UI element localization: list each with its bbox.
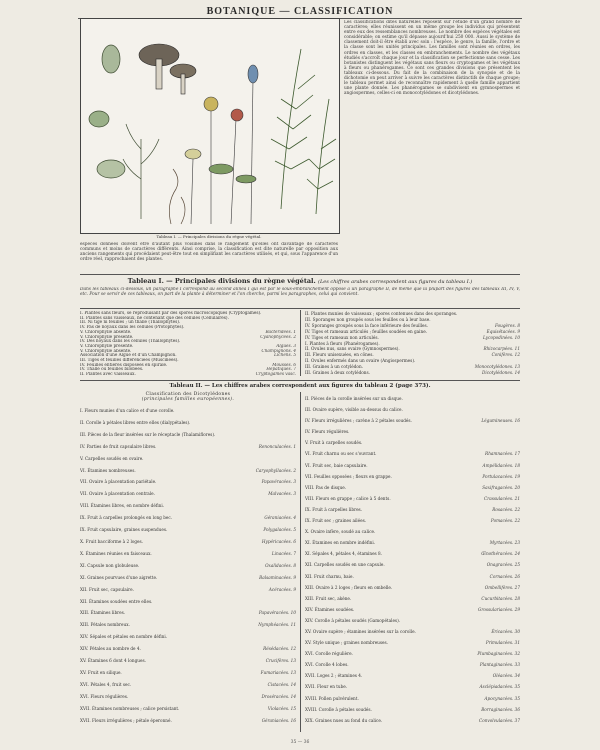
entry-family: Éricacées. 30 <box>491 628 520 634</box>
entry-family: Malvacées. 3 <box>268 491 296 497</box>
table-entry <box>305 526 520 537</box>
entry-family <box>516 526 520 537</box>
entry-family: Fougères. 8 <box>494 322 520 328</box>
entry-text: V. Chlorophylle présente. <box>80 343 134 348</box>
table-entry <box>305 559 520 570</box>
entry-text: I. Plantes sans fleurs, se reproduisant par des spores microscopiques (Cryptogames). <box>80 311 262 315</box>
entry-text: XV. Étamines 6 dont 4 longues. <box>80 658 146 664</box>
table-entry <box>305 681 520 692</box>
entry-text: XIV. Étamines soudées. <box>305 606 355 612</box>
entry-family: Portulacacées. 19 <box>482 473 520 479</box>
entry-text: IV. Fleurs irrégulières ; carène à 2 pétales soudés. <box>305 418 412 424</box>
entry-text: XII. Fruit charnu, baie. <box>305 573 354 579</box>
table2-subtitle: Classification des Dicotylédones <box>145 392 231 397</box>
table1-title: Tableau I. — Principales divisions du règne végétal. <box>127 277 316 285</box>
entry-family: Crucifères. 13 <box>265 658 296 664</box>
entry-family: Rhamnacées. 17 <box>485 451 520 457</box>
entry-family <box>292 453 296 465</box>
table-entry <box>80 655 296 667</box>
table1-heading <box>80 277 520 285</box>
entry-text: XI. Capsule non globuleuse. <box>80 562 140 568</box>
entry-family: Hypéricacées. 6 <box>261 538 296 544</box>
entry-family: Rhizocarpées. 11 <box>483 346 520 352</box>
entry-family: Renonculacées. 1 <box>258 443 296 449</box>
table-entry <box>80 465 296 477</box>
table-entry <box>80 560 296 572</box>
entry-text: IV. Thalle ou feuilles bilobées. <box>80 367 144 372</box>
entry-text: XIV. Corolle à pétales soudés (Gamopétales). <box>305 617 401 623</box>
table-entry <box>80 524 296 536</box>
entry-family: Linacées. 7 <box>271 550 296 556</box>
entry-text: XV. Ovaire supère ; étamines insérées sur la corolle. <box>305 628 416 634</box>
page-folio: 35 — 36 <box>290 740 310 745</box>
table-entry <box>80 548 296 560</box>
entry-text: V. Chlorophylle absente. <box>80 348 132 353</box>
table-entry <box>305 448 520 459</box>
entry-text: XIII. Pétales nombreux. <box>80 622 130 628</box>
entry-text: XI. Sépales 4, pétales 4, étamines 8. <box>305 551 383 557</box>
entry-text: VIII. Étamines libres, en nombre défini. <box>80 503 165 509</box>
table-entry <box>305 493 520 504</box>
table1-bottom-rule <box>80 380 520 381</box>
table-entry <box>80 488 296 500</box>
table1-column-divider <box>300 310 301 376</box>
entry-text: IV. Tiges et rameaux non articulés. <box>305 334 379 340</box>
entry-text: XVII. Étamines nombreuses ; calice persistant. <box>80 705 180 711</box>
table2-left-header <box>80 392 296 402</box>
intro-right-column: Les classifications dites naturelles reposent sur l'étude d'un grand nombre de caractères; elles réunissent en un même groupe les individus qui présentent entre eux des ressemblances nombreuses. Le nombre des espèces végétales est considérable; on estime qu'il dépasse aujourd'hui 250 000. Aussi le système de classement doit-il être établi avec soin : l'espèce, le genre, la famille, l'ordre et la classe sont les unités principales. Les familles sont réunies en ordres, les ordres en classes, et les classes en embranchements. Le nombre des végétaux étudiés s'accroît chaque jour et la classification se perfectionne sans cesse. Les botanistes distinguent les végétaux sans fleurs ou cryptogames et les végétaux à fleurs ou phanérogames. Ce sont ces grandes divisions que présentent les tableaux ci-dessous. Du fait de la combinaison de la synopsie et de la dichotomie on peut arriver à suivre les caractères distinctifs de chaque groupe; le tableau permet ainsi de reconnaître rapidement à quelle famille appartient une plante donnée. Les phanérogames se subdivisent en gymnospermes et angiospermes, celles-ci en monocotylédones et dicotylédones. <box>344 20 520 97</box>
table2-left-list <box>80 405 296 726</box>
entry-text: XIX. Graines nues au fond du calice. <box>305 717 383 723</box>
entry-family: Bactéridées. 1 <box>265 329 296 334</box>
entry-family: Hépatiques. 7 <box>266 367 296 372</box>
entry-family: Cucurbitacées. 28 <box>481 595 520 601</box>
table1-top-rule <box>80 308 520 309</box>
entry-text: XII. Carpelles soudés en une capsule. <box>305 562 385 568</box>
entry-text: XII. Fruit sec, capsulaire. <box>80 586 134 592</box>
table-entry <box>305 393 520 404</box>
table2-title: Tableau II. — Les chiffres arabes correspondent aux figures du tableau 2 (page 373). <box>169 383 431 389</box>
entry-text: III. Sporanges non groupés sous les feuilles ou à leur base. <box>305 316 431 322</box>
entry-family: Papavéracées. 10 <box>258 610 296 616</box>
table-entry <box>305 582 520 593</box>
entry-text: XVI. Pétales 4, fruit sec. <box>80 681 132 687</box>
table-entry <box>80 607 296 619</box>
table-entry <box>80 536 296 548</box>
entry-text: XVIII. Pollen pulvérulent. <box>305 695 359 701</box>
entry-text: I. Fleurs munies d'un calice et d'une corolle. <box>80 408 175 413</box>
entry-family: Cistacées. 14 <box>267 681 296 687</box>
entry-family: Pomacées. 22 <box>490 518 520 524</box>
entry-text: II. Plantes munies de vaisseaux ; spores contenues dans des sporanges. <box>305 311 458 316</box>
entry-text: XVI. Corolle 4 lobes. <box>305 662 349 668</box>
entry-text: XIII. Ovaire à 2 loges ; fleurs en ombelle. <box>305 584 393 590</box>
entry-text: V. Carpelles soudés en ovaire. <box>80 455 144 461</box>
entry-family: Oxalidacées. 8 <box>265 562 296 568</box>
entry-text: VI. Fruit charnu ou sec s'ouvrant. <box>305 451 377 457</box>
entry-text: XVII. Fleurs irrégulières ; pétale éperonné. <box>80 717 172 723</box>
table-entry <box>305 471 520 482</box>
entry-family: Champignons. 4 <box>261 348 296 353</box>
entry-text: III. Tiges et feuilles différenciées (Muscinées). <box>80 358 179 363</box>
entry-text: XVI. Corolle régulière. <box>305 651 353 657</box>
entry-family <box>516 404 520 415</box>
entry-family: Résédacées. 12 <box>263 646 296 652</box>
table-entry <box>305 404 520 415</box>
entry-text: X. Étamines réunies en faisceaux. <box>80 550 152 556</box>
table-entry <box>305 426 520 437</box>
entry-family: Monocotylédones. 13 <box>474 364 520 370</box>
table-entry <box>305 515 520 526</box>
entry-family: Crassulacées. 21 <box>484 495 520 501</box>
entry-text: III. Ovaire supère, visible au-dessus du calice. <box>305 407 403 413</box>
entry-family: Lycopodinées. 10 <box>483 334 520 340</box>
entry-text: VII. Feuilles opposées ; fleurs en grappe. <box>305 473 392 479</box>
entry-text: III. Graines à un cotylédon. <box>305 364 363 370</box>
entry-family: Fumariacées. 13 <box>260 669 296 675</box>
entry-text: IV. Parties de fruit capsulaire libres. <box>80 443 157 449</box>
table-entry <box>80 572 296 584</box>
entry-family: Apocynacées. 35 <box>484 695 520 701</box>
table-entry <box>305 415 520 426</box>
table-entry <box>305 715 520 726</box>
entry-family <box>292 429 296 441</box>
table-entry <box>305 482 520 493</box>
entry-text: VIII. Fleurs en grappe ; calice à 5 dents. <box>305 495 391 501</box>
entry-text: XII. Étamines soudées entre elles. <box>80 598 153 604</box>
entry-family: Primulacées. 31 <box>485 640 520 646</box>
entry-text: V. Chlorophylle absente. <box>80 329 132 334</box>
table-entry <box>305 670 520 681</box>
entry-text: XV. Style unique ; graines nombreuses. <box>305 640 388 646</box>
table-entry <box>305 626 520 637</box>
entry-text: V. Fruit à carpelles soudés. <box>305 440 363 446</box>
entry-text: III. Fleurs unisexuées, en cônes. <box>305 352 374 358</box>
entry-text: X. Ovaire infère, soudé au calice. <box>305 529 376 535</box>
table-entry <box>305 593 520 604</box>
entry-text: II. Corolle à pétales libres entre elles (dialypétales). <box>80 419 191 425</box>
entry-family <box>292 596 296 608</box>
table-entry <box>80 596 296 608</box>
table1-right-list <box>305 311 520 376</box>
table-entry <box>80 584 296 596</box>
entry-family: Équisétacées. 9 <box>486 328 520 334</box>
entry-text: XV. Fruit en silique. <box>80 669 122 675</box>
entry-text: IX. Fruit sec ; graines ailées. <box>305 518 367 524</box>
table-entry <box>80 691 296 703</box>
entry-family: Géraniacées. 4 <box>264 515 296 521</box>
entry-family <box>292 631 296 643</box>
table-entry <box>80 703 296 715</box>
entry-family: Mousses. 6 <box>272 362 296 367</box>
entry-family: Acéracées. 9 <box>268 586 296 592</box>
table-entry <box>80 476 296 488</box>
entry-family: Lichens. 5 <box>274 353 296 358</box>
table-entry <box>80 429 296 441</box>
entry-text: XIII. Fruit sec, akène. <box>305 595 352 601</box>
entry-family: Oléacées. 34 <box>492 673 520 679</box>
table-entry <box>80 500 296 512</box>
entry-text: XI. Graines pourvues d'une aigrette. <box>80 574 158 580</box>
entry-family: Algues. 3 <box>276 343 296 348</box>
entry-text: VII. Ovaire à placentation centrale. <box>80 491 155 497</box>
entry-text: IX. Fruit à carpelles libres. <box>305 506 363 512</box>
table2-right-list <box>305 393 520 726</box>
section-rule <box>80 274 520 275</box>
entry-text: III. Pièces de la fleur insérées sur le réceptacle (Thalamiflores). <box>80 431 216 437</box>
page-title: BOTANIQUE — CLASSIFICATION <box>206 6 394 17</box>
entry-text: IV. Tiges et rameaux articulés ; feuilles soudées en gaine. <box>305 328 428 334</box>
entry-family: Asclépiadacées. 35 <box>479 684 520 690</box>
entry-family: Rosacées. 22 <box>492 506 520 512</box>
table-entry <box>305 370 520 376</box>
entry-text: V. Chlorophylle présente. <box>80 334 134 339</box>
table-entry <box>80 619 296 631</box>
entry-family: Nymphéacées. 11 <box>258 622 296 628</box>
entry-text: X. Fruit bacciforme à 2 loges. <box>80 538 143 544</box>
table-entry <box>80 372 296 377</box>
entry-text: Association d'une Algue et d'un Champignon. <box>80 353 177 358</box>
entry-family <box>516 426 520 437</box>
entry-family <box>292 417 296 429</box>
entry-family: Dicotylédones. 14 <box>482 370 520 376</box>
table-entry <box>305 571 520 582</box>
table-entry <box>80 715 296 727</box>
entry-text: XI. Étamines en nombre indéfini. <box>305 540 376 546</box>
entry-family: Ombellifères. 27 <box>484 584 520 590</box>
table1-title-note: (Les chiffres arabes correspondent aux figures du tableau I.) <box>318 279 473 285</box>
entry-text: IV. Feuilles entières disposées en spirale. <box>80 362 168 367</box>
entry-family: Caryophyllacées. 2 <box>255 467 296 473</box>
table-entry <box>80 667 296 679</box>
entry-family: Plumbaginacées. 32 <box>477 651 520 657</box>
entry-family <box>292 405 296 417</box>
entry-family: Conifères. 12 <box>491 352 520 358</box>
entry-family: Cornacées. 26 <box>489 573 520 579</box>
entry-text: XVIII. Corolle à pétales soudés. <box>305 706 372 712</box>
entry-family: Œnothéracées. 24 <box>481 551 520 557</box>
table1-left-list <box>80 311 296 377</box>
table-entry <box>80 643 296 655</box>
table1-intro: Dans les tableaux ci-dessous, un paragraphe I correspond au second alinéa I qui est par le sous-embranchement opposé à un paragraphe II, de même que la plupart des figures des tableaux III, IV, V, etc. Pour se servir de ces tableaux, on part de la plante à déterminer et l'on cherche, parmi les paragraphes, celui qui convient. <box>80 287 520 298</box>
table-entry <box>305 637 520 648</box>
table-entry <box>305 704 520 715</box>
entry-family: Plantaginacées. 33 <box>479 662 520 668</box>
plant-illustration-plate <box>80 18 340 234</box>
table-entry <box>305 548 520 559</box>
entry-text: XVI. Fleurs régulières. <box>80 693 129 699</box>
entry-text: II. Pièces de la corolle insérées sur un disque. <box>305 396 403 401</box>
table-entry <box>305 460 520 471</box>
entry-family: Géraniacées. 16 <box>261 717 296 723</box>
entry-family: Balsaminacées. 9 <box>259 574 296 580</box>
entry-family: Saxifragacées. 20 <box>482 484 520 490</box>
table-entry <box>305 437 520 448</box>
entry-text: III. Ni tige ni feuilles ; un thalle (Thallophytes). <box>80 320 181 325</box>
entry-text: VIII. Pas de disque. <box>305 484 347 490</box>
entry-family <box>516 437 520 448</box>
table2-column-divider <box>300 392 301 732</box>
entry-family: Onagracées. 25 <box>486 562 520 568</box>
table-entry <box>80 441 296 453</box>
entry-text: II. Ovules enfermés dans un ovaire (Angiospermes). <box>305 358 416 364</box>
entry-text: II. Plantes sans vaisseaux, ne contenant que des cellules (Cellulaires). <box>80 315 229 320</box>
entry-family: Grossulariacées. 29 <box>478 606 520 612</box>
table2-subtitle-note: (principales familles européennes). <box>141 397 235 402</box>
table-entry <box>305 504 520 515</box>
entry-text: IX. Fruit à carpelles prolongés en long bec. <box>80 515 173 521</box>
table-entry <box>305 604 520 615</box>
entry-family <box>292 500 296 512</box>
entry-family: Ampélidacées. 18 <box>482 462 520 468</box>
figure-caption: Tableau I. — Principales divisions du règne végétal. <box>156 234 262 239</box>
table-entry <box>80 405 296 417</box>
entry-text: XIV. Sépales et pétales en nombre défini. <box>80 634 168 640</box>
entry-family: Cyanophycées. 2 <box>260 334 296 339</box>
entry-text: VII. Ovaire à placentation pariétale. <box>80 479 157 485</box>
table-entry <box>80 631 296 643</box>
entry-family: Droséracées. 14 <box>261 693 296 699</box>
entry-text: XVII. Fleur en tube. <box>305 684 348 690</box>
entry-text: VI. Fruit sec, baie capsulaire. <box>305 462 368 468</box>
entry-family: Myrtacées. 23 <box>489 540 520 546</box>
plant-illustration-svg <box>81 19 339 233</box>
entry-text: IV. Pas de noyaux dans les cellules (Protophytes). <box>80 325 185 330</box>
entry-text: IV. Sporanges groupés sous la face inférieure des feuilles. <box>305 322 428 328</box>
table-entry <box>305 537 520 548</box>
entry-text: IX. Fruit capsulaire, graines suspendues. <box>80 527 168 533</box>
entry-family <box>516 615 520 626</box>
intro-left-bottom: espèces données doivent être d'autant plus voisines dans le rangement qu'elles ont davantage de caractères communs et moins de caractères différents. Ainsi comprise, la classification est dite naturelle par opposition aux anciens rangements qui procédaient peut-être tout en simplifiant les caractères utilisés, et qui, sous l'apparence d'un ordre réel, rapprochaient des plantes. <box>80 242 338 263</box>
entry-family: Violacées. 15 <box>267 705 296 711</box>
entry-text: I. Plantes à fleurs (Phanérogames). <box>305 340 380 346</box>
entry-family: Légumineuses. 16 <box>481 418 520 424</box>
entry-family <box>516 393 520 404</box>
entry-family: Borraginacées. 36 <box>481 706 520 712</box>
entry-family: Cryptogames vasc. <box>255 372 296 377</box>
entry-text: II. Ovules nus, sans ovaire (Gymnospermes). <box>305 346 400 352</box>
table-entry <box>80 679 296 691</box>
table-entry <box>305 659 520 670</box>
entry-text: III. Graines à deux cotylédons. <box>305 370 370 376</box>
entry-text: II. Plantes avec vaisseaux. <box>80 372 136 377</box>
entry-text: XIV. Pétales au nombre de 4. <box>80 646 141 652</box>
entry-family: Convolvulacées. 37 <box>479 717 520 723</box>
entry-family: Polygalacées. 5 <box>263 527 296 533</box>
table-entry <box>305 693 520 704</box>
entry-text: XVII. Loges 2 ; étamines 4. <box>305 673 363 679</box>
entry-text: XIII. Étamines libres. <box>80 610 126 616</box>
table-entry <box>305 615 520 626</box>
table-entry <box>305 648 520 659</box>
entry-text: IV. Des noyaux dans les cellules (Thallophytes). <box>80 339 181 344</box>
entry-text: VI. Étamines nombreuses. <box>80 467 136 473</box>
table-entry <box>80 453 296 465</box>
entry-family: Papavéracées. 3 <box>261 479 296 485</box>
table-entry <box>80 512 296 524</box>
table-entry <box>80 417 296 429</box>
entry-text: IV. Fleurs régulières. <box>305 429 350 435</box>
